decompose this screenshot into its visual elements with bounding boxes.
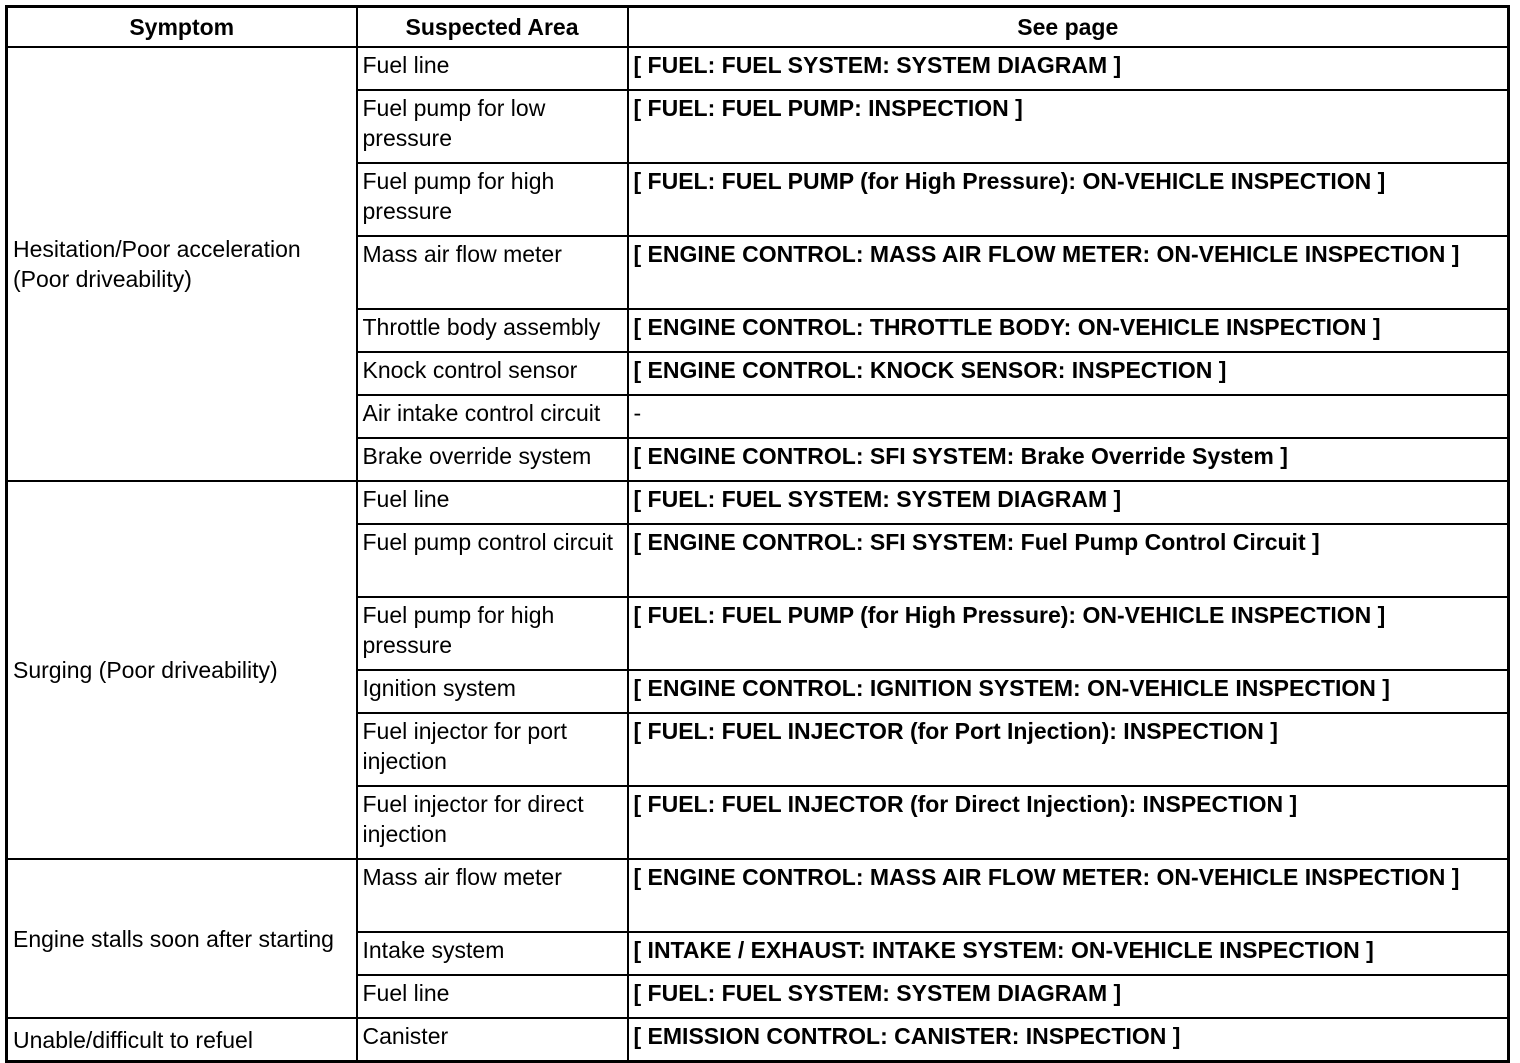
symptom-cell: Hesitation/Poor acceleration (Poor driveability) <box>7 47 357 481</box>
symptom-cell: Surging (Poor driveability) <box>7 481 357 859</box>
header-suspected-area: Suspected Area <box>357 7 628 48</box>
header-row <box>7 7 1509 48</box>
suspected-area-cell: Air intake control circuit <box>357 395 628 438</box>
suspected-area-cell: Fuel line <box>357 47 628 90</box>
suspected-area-cell: Fuel line <box>357 481 628 524</box>
suspected-area-cell: Canister <box>357 1018 628 1062</box>
suspected-area-cell: Fuel injector for direct injection <box>357 786 628 859</box>
see-page-link[interactable]: [ EMISSION CONTROL: CANISTER: INSPECTION ] <box>628 1018 1509 1062</box>
troubleshooting-table-container <box>5 5 1510 1063</box>
suspected-area-cell: Brake override system <box>357 438 628 481</box>
suspected-area-cell: Fuel injector for port injection <box>357 713 628 786</box>
suspected-area-cell: Fuel pump for high pressure <box>357 597 628 670</box>
suspected-area-cell: Fuel pump control circuit <box>357 524 628 597</box>
see-page-link[interactable]: [ FUEL: FUEL PUMP (for High Pressure): ON-VEHICLE INSPECTION ] <box>628 163 1509 236</box>
header-see-page: See page <box>628 7 1509 48</box>
see-page-cell: - <box>628 395 1509 438</box>
suspected-area-cell: Knock control sensor <box>357 352 628 395</box>
see-page-link[interactable]: [ FUEL: FUEL PUMP: INSPECTION ] <box>628 90 1509 163</box>
suspected-area-cell: Fuel line <box>357 975 628 1018</box>
see-page-link[interactable]: [ ENGINE CONTROL: MASS AIR FLOW METER: ON-VEHICLE INSPECTION ] <box>628 236 1509 309</box>
table-row <box>7 1018 1509 1062</box>
see-page-link[interactable]: [ FUEL: FUEL PUMP (for High Pressure): ON-VEHICLE INSPECTION ] <box>628 597 1509 670</box>
see-page-link[interactable]: [ ENGINE CONTROL: KNOCK SENSOR: INSPECTION ] <box>628 352 1509 395</box>
see-page-link[interactable]: [ FUEL: FUEL SYSTEM: SYSTEM DIAGRAM ] <box>628 47 1509 90</box>
suspected-area-cell: Intake system <box>357 932 628 975</box>
see-page-link[interactable]: [ FUEL: FUEL INJECTOR (for Direct Injection): INSPECTION ] <box>628 786 1509 859</box>
suspected-area-cell: Throttle body assembly <box>357 309 628 352</box>
see-page-link[interactable]: [ ENGINE CONTROL: MASS AIR FLOW METER: ON-VEHICLE INSPECTION ] <box>628 859 1509 932</box>
troubleshooting-table <box>5 5 1510 1063</box>
suspected-area-cell: Fuel pump for low pressure <box>357 90 628 163</box>
see-page-link[interactable]: [ ENGINE CONTROL: IGNITION SYSTEM: ON-VEHICLE INSPECTION ] <box>628 670 1509 713</box>
see-page-link[interactable]: [ FUEL: FUEL SYSTEM: SYSTEM DIAGRAM ] <box>628 975 1509 1018</box>
suspected-area-cell: Ignition system <box>357 670 628 713</box>
header-symptom: Symptom <box>7 7 357 48</box>
suspected-area-cell: Mass air flow meter <box>357 236 628 309</box>
table-row <box>7 481 1509 524</box>
see-page-link[interactable]: [ ENGINE CONTROL: THROTTLE BODY: ON-VEHICLE INSPECTION ] <box>628 309 1509 352</box>
symptom-cell: Engine stalls soon after starting <box>7 859 357 1018</box>
symptom-cell: Unable/difficult to refuel <box>7 1018 357 1062</box>
suspected-area-cell: Fuel pump for high pressure <box>357 163 628 236</box>
table-row <box>7 859 1509 932</box>
see-page-link[interactable]: [ ENGINE CONTROL: SFI SYSTEM: Brake Override System ] <box>628 438 1509 481</box>
suspected-area-cell: Mass air flow meter <box>357 859 628 932</box>
see-page-link[interactable]: [ INTAKE / EXHAUST: INTAKE SYSTEM: ON-VEHICLE INSPECTION ] <box>628 932 1509 975</box>
see-page-link[interactable]: [ FUEL: FUEL SYSTEM: SYSTEM DIAGRAM ] <box>628 481 1509 524</box>
see-page-link[interactable]: [ ENGINE CONTROL: SFI SYSTEM: Fuel Pump Control Circuit ] <box>628 524 1509 597</box>
see-page-link[interactable]: [ FUEL: FUEL INJECTOR (for Port Injection): INSPECTION ] <box>628 713 1509 786</box>
table-row <box>7 47 1509 90</box>
